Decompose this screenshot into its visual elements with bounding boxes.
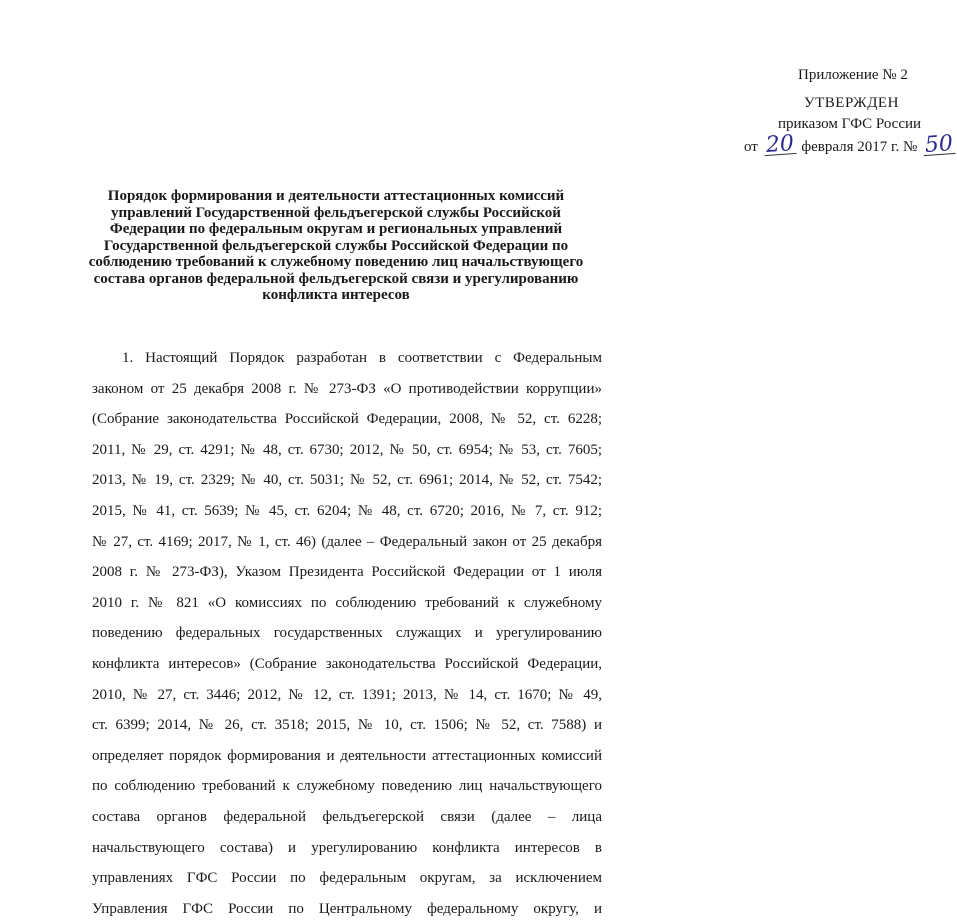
body-line: определяет порядок формирования и деятельности аттестационных комиссий [92, 747, 602, 764]
order-reference: приказом ГФС России [778, 116, 922, 132]
document-title [70, 188, 602, 304]
title-line: соблюдению требований к служебному поведению лиц начальствующего [88, 254, 584, 270]
body-line: начальствующего состава) и урегулированию конфликта интересов в [92, 839, 602, 856]
date-rest: февраля 2017 г. № [801, 139, 918, 155]
body-line: конфликта интересов» (Собрание законодательства Российской Федерации, [92, 655, 602, 672]
body-line: ст. 6399; 2014, № 26, ст. 3518; 2015, № 10, ст. 1506; № 52, ст. 7588) и [92, 717, 602, 734]
handwritten-day: 20 [764, 131, 795, 158]
body-line: (Собрание законодательства Российской Федерации, 2008, № 52, ст. 6228; [92, 411, 602, 428]
body-line: Управления ГФС России по Центральному федеральному округу, и [92, 900, 602, 917]
title-line: Федерации по федеральным округам и региональных управлений [109, 221, 563, 237]
body-line: по соблюдению требований к служебному поведению лиц начальствующего [92, 778, 602, 795]
title-line: конфликта интересов [262, 287, 410, 303]
order-date-line [744, 131, 957, 159]
handwritten-order-number: 50 [924, 131, 954, 158]
document-body [92, 343, 602, 924]
title-line: состава органов федеральной фельдъегерской связи и урегулированию [93, 270, 579, 287]
body-line: 2010 г. № 821 «О комиссиях по соблюдению требований к служебному [92, 594, 602, 611]
body-line: состава органов федеральной фельдъегерской связи (далее – лица [92, 808, 602, 825]
body-line: 2010, № 27, ст. 3446; 2012, № 12, ст. 1391; 2013, № 14, ст. 1670; № 49, [92, 686, 602, 703]
date-prefix: от [744, 139, 758, 155]
body-line: 2013, № 19, ст. 2329; № 40, ст. 5031; № 52, ст. 6961; 2014, № 52, ст. 7542; [92, 472, 602, 489]
body-line: № 27, ст. 4169; 2017, № 1, ст. 46) (далее – Федеральный закон от 25 декабря [92, 533, 602, 550]
title-line: Государственной фельдъегерской службы Российской Федерации по [103, 237, 569, 254]
body-line: законом от 25 декабря 2008 г. № 273-ФЗ «О противодействии коррупции» [92, 380, 602, 397]
title-line: управлений Государственной фельдъегерской службы Российской [111, 204, 561, 221]
body-line: управлениях ГФС России по федеральным округам, за исключением [92, 870, 602, 887]
body-line: 2015, № 41, ст. 5639; № 45, ст. 6204; № 48, ст. 6720; 2016, № 7, ст. 912; [92, 502, 602, 519]
body-line: 2011, № 29, ст. 4291; № 48, ст. 6730; 2012, № 50, ст. 6954; № 53, ст. 7605; [92, 441, 602, 458]
annex-number: Приложение № 2 [798, 67, 908, 83]
body-line: 2008 г. № 273-ФЗ), Указом Президента Российской Федерации от 1 июля [92, 564, 602, 581]
body-line: поведению федеральных государственных служащих и урегулированию [92, 625, 602, 642]
title-line: Порядок формирования и деятельности аттестационных комиссий [107, 188, 565, 204]
body-line: 1. Настоящий Порядок разработан в соответствии с Федеральным [122, 350, 602, 366]
approved-label: УТВЕРЖДЕН [804, 95, 899, 111]
